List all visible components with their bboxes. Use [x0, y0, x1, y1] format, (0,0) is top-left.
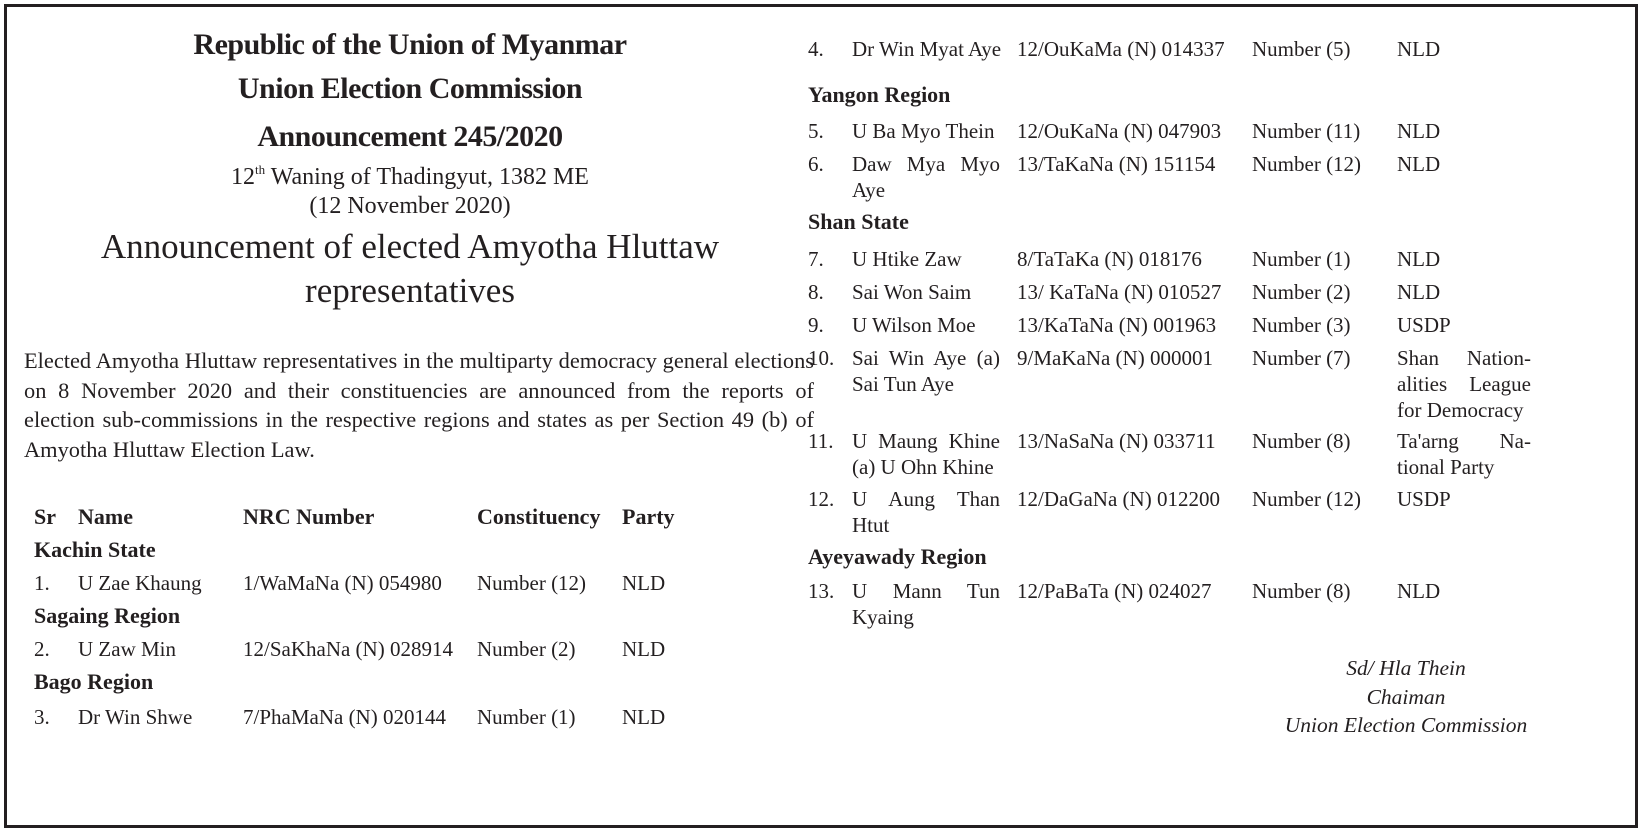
title-line-1: Announcement of elected Amyotha Hluttaw [100, 227, 720, 266]
row-constituency: Number (2) [1252, 280, 1351, 304]
signature-organization: Union Election Commission [1284, 713, 1528, 737]
row-constituency: Number (7) [1252, 346, 1351, 370]
intro-paragraph: Elected Amyotha Hluttaw representatives in the multiparty democracy general elections on 8 November 2020 and their constituencies are announced from the reports of election sub-commissions in the respective regions and states as per Section 49 (b) of Amyotha Hluttaw Election Law. [24, 348, 814, 462]
signature-title: Chaiman [1366, 685, 1446, 709]
row-constituency: Number (5) [1252, 37, 1351, 61]
row-name: Dr Win Myat Aye [852, 37, 1002, 61]
row-name: Sai Win Aye (a) Sai Tun Aye [852, 346, 1000, 396]
row-sr: 12. [808, 487, 835, 511]
row-sr: 8. [808, 280, 824, 304]
row-nrc: 8/TaTaKa (N) 018176 [1017, 247, 1202, 271]
row-constituency: Number (1) [1252, 247, 1351, 271]
row-nrc: 12/OuKaNa (N) 047903 [1017, 119, 1222, 143]
row-party: NLD [1397, 280, 1441, 304]
row-party: NLD [622, 571, 666, 595]
section-bago-region: Bago Region [34, 669, 154, 694]
row-name: U Wilson Moe [852, 313, 976, 337]
row-name: U Htike Zaw [852, 247, 962, 271]
row-nrc: 12/PaBaTa (N) 024027 [1017, 579, 1212, 603]
row-nrc: 12/SaKhaNa (N) 028914 [243, 637, 453, 661]
signature-name: Sd/ Hla Thein [1346, 656, 1466, 680]
row-sr: 4. [808, 37, 824, 61]
row-constituency: Number (8) [1252, 579, 1351, 603]
row-name: U Mann Tun Kyaing [852, 579, 1000, 629]
row-constituency: Number (8) [1252, 429, 1351, 453]
row-nrc: 7/PhaMaNa (N) 020144 [243, 705, 446, 729]
row-sr: 10. [808, 346, 835, 370]
section-ayeyawady-region: Ayeyawady Region [808, 544, 987, 569]
row-party: Ta'arng Na-tional Party [1397, 429, 1531, 479]
row-nrc: 1/WaMaNa (N) 054980 [243, 571, 442, 595]
section-yangon-region: Yangon Region [808, 82, 951, 107]
row-party: USDP [1397, 313, 1451, 337]
row-party: NLD [1397, 37, 1441, 61]
row-nrc: 9/MaKaNa (N) 000001 [1017, 346, 1213, 370]
row-constituency: Number (3) [1252, 313, 1351, 337]
header-commission: Union Election Commission [237, 72, 583, 105]
row-party: USDP [1397, 487, 1451, 511]
row-nrc: 13/KaTaNa (N) 001963 [1017, 313, 1217, 337]
row-nrc: 12/DaGaNa (N) 012200 [1017, 487, 1220, 511]
row-nrc: 13/TaKaNa (N) 151154 [1017, 152, 1216, 176]
row-sr: 7. [808, 247, 824, 271]
row-party: NLD [1397, 579, 1441, 603]
row-sr: 1. [34, 571, 50, 595]
title-line-2: representatives [305, 271, 515, 310]
row-name: U Zaw Min [78, 637, 176, 661]
row-name: Daw Mya Myo Aye [852, 152, 1000, 202]
row-sr: 3. [34, 705, 50, 729]
header-announcement-number: Announcement 245/2020 [257, 120, 563, 153]
section-kachin-state: Kachin State [34, 537, 156, 562]
row-sr: 13. [808, 579, 835, 603]
header-gregorian-date: (12 November 2020) [309, 193, 511, 219]
col-header-name: Name [78, 504, 133, 529]
row-name: Sai Won Saim [852, 280, 972, 304]
row-party: NLD [622, 637, 666, 661]
row-party: NLD [1397, 119, 1441, 143]
row-sr: 2. [34, 637, 50, 661]
row-party: NLD [622, 705, 666, 729]
section-sagaing-region: Sagaing Region [34, 603, 181, 628]
row-constituency: Number (12) [1252, 152, 1362, 176]
col-header-sr: Sr [34, 504, 56, 529]
row-party: NLD [1397, 247, 1441, 271]
row-sr: 9. [808, 313, 824, 337]
col-header-constituency: Constituency [477, 504, 601, 529]
row-constituency: Number (2) [477, 637, 576, 661]
row-nrc: 12/OuKaMa (N) 014337 [1017, 37, 1225, 61]
col-header-nrc: NRC Number [243, 504, 375, 529]
row-nrc: 13/ KaTaNa (N) 010527 [1017, 280, 1222, 304]
col-header-party: Party [622, 504, 675, 529]
row-sr: 6. [808, 152, 824, 176]
row-party: NLD [1397, 152, 1441, 176]
row-constituency: Number (1) [477, 705, 576, 729]
row-name: U Ba Myo Thein [852, 119, 995, 143]
row-sr: 5. [808, 119, 824, 143]
header-republic: Republic of the Union of Myanmar [193, 28, 627, 61]
row-name: Dr Win Shwe [78, 705, 193, 729]
row-nrc: 13/NaSaNa (N) 033711 [1017, 429, 1216, 453]
row-constituency: Number (12) [477, 571, 587, 595]
row-party: Shan Nation-alities League for Democracy [1397, 346, 1531, 422]
row-constituency: Number (12) [1252, 487, 1362, 511]
row-constituency: Number (11) [1252, 119, 1361, 143]
section-shan-state: Shan State [808, 209, 909, 234]
row-name: U Zae Khaung [78, 571, 202, 595]
row-name: U Maung Khine (a) U Ohn Khine [852, 429, 1000, 479]
row-sr: 11. [808, 429, 834, 453]
row-name: U Aung Than Htut [852, 487, 1000, 537]
header-myanmar-date: 12th Waning of Thadingyut, 1382 ME [231, 162, 589, 190]
